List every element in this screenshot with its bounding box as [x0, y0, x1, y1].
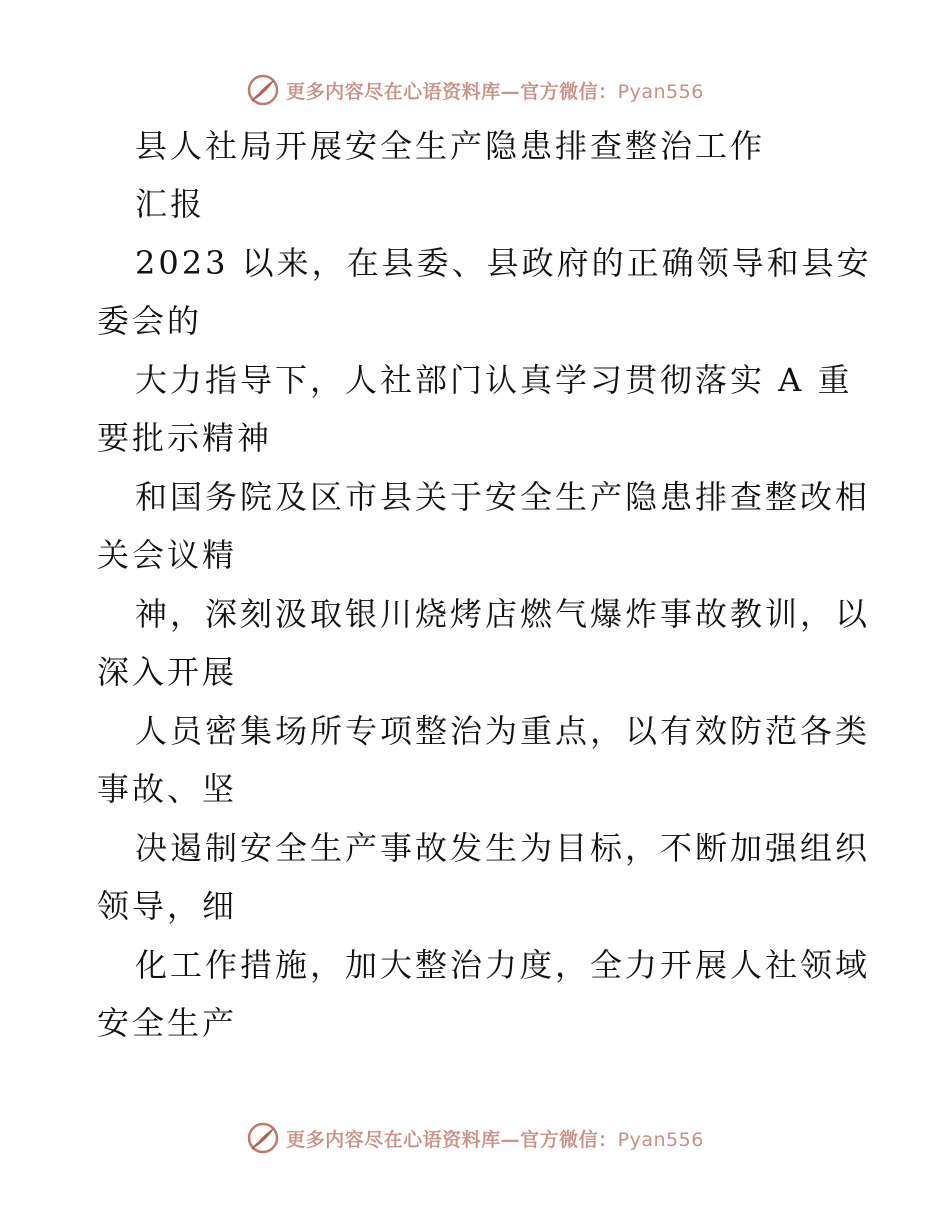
paragraph-line: 安全生产 [97, 1004, 238, 1042]
paragraph-line: 和国务院及区市县关于安全生产隐患排查整改相 [135, 478, 871, 516]
header-watermark [0, 70, 950, 110]
watermark-text: 更多内容尽在心语资料库—官方微信：Pyan556 [286, 80, 704, 103]
paragraph-line: 决遏制安全生产事故发生为目标，不断加强组织 [135, 829, 871, 867]
paragraph-line: 关会议精 [97, 536, 238, 574]
paragraph-line: 委会的 [97, 302, 203, 340]
paragraph-line: 深入开展 [97, 653, 238, 691]
paragraph-line: 神，深刻汲取银川烧烤店燃气爆炸事故教训，以 [135, 595, 871, 633]
feather-pen-seal-icon [246, 73, 280, 107]
paragraph-line: 化工作措施，加大整治力度，全力开展人社领域 [135, 946, 871, 984]
feather-pen-seal-icon [246, 1121, 280, 1155]
paragraph-line: 大力指导下，人社部门认真学习贯彻落实 A 重 [135, 361, 853, 399]
watermark-text: 更多内容尽在心语资料库—官方微信：Pyan556 [286, 1128, 704, 1151]
document-title-line-1: 县人社局开展安全生产隐患排查整治工作 [135, 127, 766, 165]
document-title-line-2: 汇报 [135, 185, 206, 223]
footer-watermark [0, 1118, 950, 1158]
paragraph-line: 人员密集场所专项整治为重点，以有效防范各类 [135, 712, 871, 750]
watermark-wechat-id: Pyan556 [617, 80, 704, 103]
paragraph-line: 要批示精神 [97, 419, 273, 457]
paragraph-line: 2023 以来，在县委、县政府的正确领导和县安 [135, 244, 872, 282]
paragraph-line: 事故、坚 [97, 770, 238, 808]
paragraph-line: 领导，细 [97, 887, 238, 925]
watermark-wechat-id: Pyan556 [617, 1128, 704, 1151]
